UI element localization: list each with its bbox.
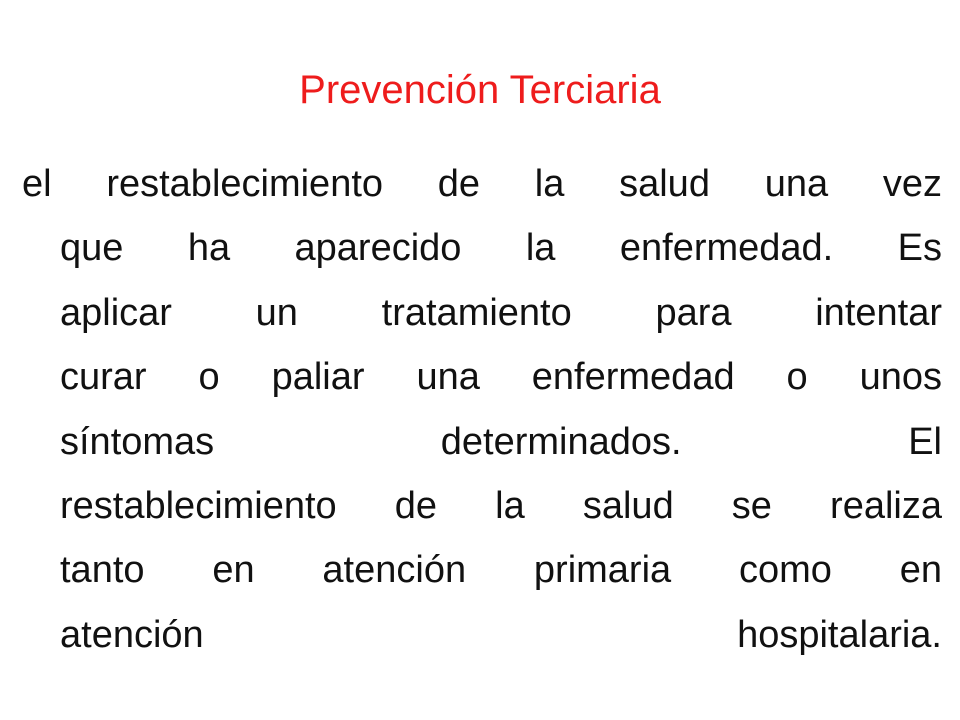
body-line: curar o paliar una enfermedad o unos — [60, 356, 942, 399]
body-line: el restablecimiento de la salud una vez — [22, 163, 942, 205]
body-line: tanto en atención primaria como en — [60, 549, 942, 592]
body-line: aplicar un tratamiento para intentar — [60, 291, 942, 334]
body-line: que ha aparecido la enfermedad. Es — [60, 227, 942, 270]
slide-title: Prevención Terciaria — [299, 68, 661, 112]
body-line: síntomas determinados. El — [60, 420, 942, 463]
body-line: restablecimiento de la salud se realiza — [60, 484, 942, 527]
slide-body — [22, 152, 942, 667]
body-line: atención hospitalaria. — [60, 613, 942, 656]
